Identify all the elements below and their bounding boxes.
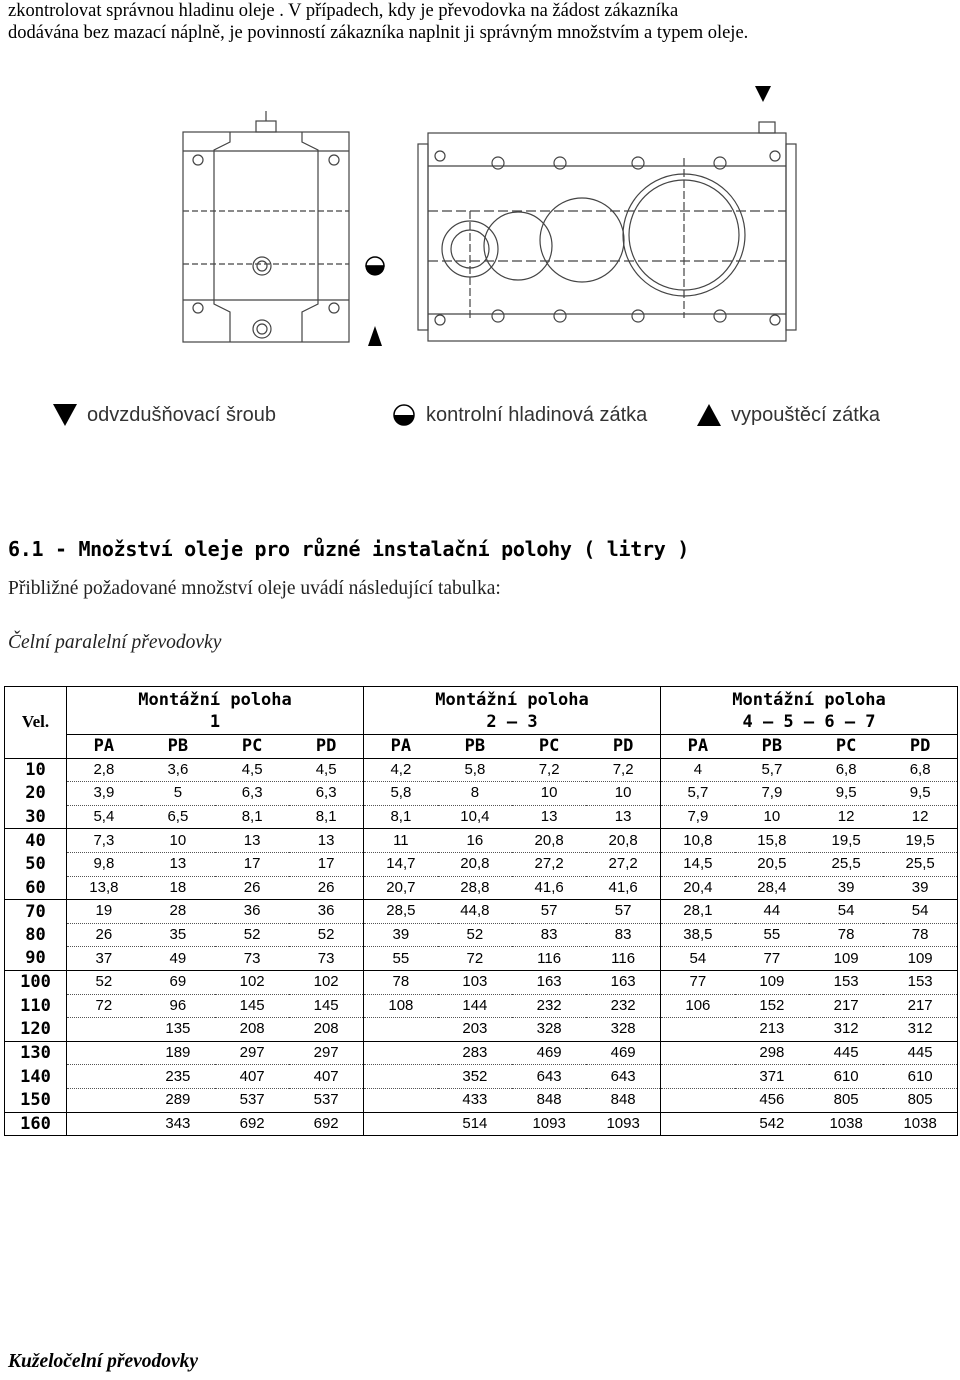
value-cell: 44 [735,900,809,924]
value-cell: 407 [289,1065,363,1089]
value-cell: 643 [512,1065,586,1089]
value-cell: 352 [438,1065,512,1089]
value-cell: 10 [512,782,586,806]
value-cell: 4 [661,758,735,782]
size-cell: 120 [5,1018,67,1042]
value-cell: 208 [289,1018,363,1042]
value-cell: 407 [215,1065,289,1089]
value-cell: 83 [586,923,660,947]
value-cell: 83 [512,923,586,947]
value-cell: 20,5 [735,852,809,876]
side-level-plug-icon [253,257,271,275]
value-cell: 312 [809,1018,883,1042]
value-cell: 13 [512,805,586,829]
value-cell: 6,8 [809,758,883,782]
value-cell: 26 [67,923,141,947]
value-cell: 55 [364,947,438,971]
value-cell: 20,8 [586,829,660,853]
group-2-title: Montážní poloha [435,689,589,710]
value-cell: 54 [661,947,735,971]
value-cell: 10,4 [438,805,512,829]
value-cell: 213 [735,1018,809,1042]
value-cell: 1038 [809,1112,883,1136]
value-cell: 12 [883,805,957,829]
value-cell: 153 [809,970,883,994]
value-cell: 1093 [512,1112,586,1136]
value-cell: 78 [364,970,438,994]
size-cell: 80 [5,923,67,947]
value-cell: 643 [586,1065,660,1089]
value-cell: 15,8 [735,829,809,853]
value-cell: 39 [809,876,883,900]
value-cell: 203 [438,1018,512,1042]
value-cell: 145 [289,994,363,1018]
legend-drain [697,398,880,432]
column-header: PC [512,735,586,759]
table-row [5,923,958,947]
value-cell: 14,7 [364,852,438,876]
value-cell [67,1018,141,1042]
legend-vent-label: odvzdušňovací šroub [87,403,277,426]
column-header: PD [883,735,957,759]
value-cell: 8,1 [215,805,289,829]
value-cell: 103 [438,970,512,994]
value-cell: 96 [141,994,215,1018]
value-cell [364,1041,438,1065]
drain-marker-icon [368,326,382,346]
value-cell: 37 [67,947,141,971]
value-cell: 20,4 [661,876,735,900]
vel-header-spacer [5,735,67,759]
table-row [5,1018,958,1042]
level-marker-icon [366,257,384,266]
value-cell: 17 [215,852,289,876]
value-cell: 6,3 [289,782,363,806]
value-cell: 57 [512,900,586,924]
group-header-3 [661,687,958,735]
value-cell: 5,7 [661,782,735,806]
value-cell: 144 [438,994,512,1018]
value-cell: 18 [141,876,215,900]
value-cell: 77 [661,970,735,994]
value-cell: 28,8 [438,876,512,900]
value-cell: 514 [438,1112,512,1136]
column-header: PB [141,735,215,759]
value-cell: 9,8 [67,852,141,876]
value-cell [364,1088,438,1112]
group-3-title: Montážní poloha [732,689,886,710]
value-cell [67,1088,141,1112]
value-cell: 145 [215,994,289,1018]
value-cell: 20,8 [438,852,512,876]
value-cell: 36 [289,900,363,924]
value-cell: 189 [141,1041,215,1065]
value-cell: 135 [141,1018,215,1042]
value-cell: 16 [438,829,512,853]
column-header: PD [586,735,660,759]
table-row [5,829,958,853]
value-cell [661,1018,735,1042]
value-cell [661,1112,735,1136]
value-cell: 445 [809,1041,883,1065]
column-header: PD [289,735,363,759]
value-cell: 13 [586,805,660,829]
value-cell [364,1065,438,1089]
value-cell: 73 [289,947,363,971]
value-cell: 17 [289,852,363,876]
value-cell [67,1041,141,1065]
value-cell: 232 [586,994,660,1018]
value-cell: 217 [883,994,957,1018]
value-cell: 6,3 [215,782,289,806]
value-cell: 12 [809,805,883,829]
value-cell: 10 [735,805,809,829]
value-cell: 3,9 [67,782,141,806]
size-cell: 30 [5,805,67,829]
half-circle-icon [392,403,416,427]
value-cell: 39 [883,876,957,900]
column-header: PC [215,735,289,759]
intro-line-1: zkontrolovat správnou hladinu oleje . V případech, kdy je převodovka na žádost zákazníka [8,1,679,21]
value-cell: 26 [215,876,289,900]
size-cell: 110 [5,994,67,1018]
value-cell: 456 [735,1088,809,1112]
size-cell: 90 [5,947,67,971]
value-cell: 55 [735,923,809,947]
size-cell: 20 [5,782,67,806]
column-header: PA [661,735,735,759]
value-cell: 13,8 [67,876,141,900]
value-cell: 20,7 [364,876,438,900]
value-cell: 108 [364,994,438,1018]
value-cell: 35 [141,923,215,947]
value-cell [364,1018,438,1042]
value-cell: 109 [883,947,957,971]
table-body [5,758,958,1136]
value-cell: 13 [141,852,215,876]
value-cell [364,1112,438,1136]
legend-vent [53,398,276,432]
vel-header: Vel. [5,687,67,735]
legend-drain-label: vypouštěcí zátka [731,403,880,426]
value-cell: 38,5 [661,923,735,947]
value-cell: 7,9 [661,805,735,829]
table-row [5,758,958,782]
size-cell: 10 [5,758,67,782]
value-cell: 72 [438,947,512,971]
group-2-positions: 2 – 3 [486,711,538,732]
value-cell: 371 [735,1065,809,1089]
value-cell: 283 [438,1041,512,1065]
value-cell: 5,8 [438,758,512,782]
size-cell: 70 [5,900,67,924]
value-cell: 289 [141,1088,215,1112]
value-cell: 77 [735,947,809,971]
value-cell: 433 [438,1088,512,1112]
value-cell: 52 [215,923,289,947]
table-row [5,805,958,829]
group-1-title: Montážní poloha [138,689,292,710]
size-cell: 50 [5,852,67,876]
value-cell: 1093 [586,1112,660,1136]
value-cell: 298 [735,1041,809,1065]
value-cell: 152 [735,994,809,1018]
value-cell: 805 [809,1088,883,1112]
value-cell: 20,8 [512,829,586,853]
value-cell: 8,1 [289,805,363,829]
value-cell [67,1112,141,1136]
footer-subheading: Kuželočelní převodovky [8,1351,199,1372]
value-cell: 297 [289,1041,363,1065]
value-cell: 6,8 [883,758,957,782]
column-header: PB [438,735,512,759]
value-cell: 217 [809,994,883,1018]
value-cell: 9,5 [809,782,883,806]
value-cell: 7,2 [586,758,660,782]
value-cell: 163 [586,970,660,994]
value-cell: 537 [215,1088,289,1112]
table-row [5,852,958,876]
value-cell: 69 [141,970,215,994]
value-cell: 109 [735,970,809,994]
value-cell: 52 [67,970,141,994]
value-cell: 5,4 [67,805,141,829]
value-cell: 36 [215,900,289,924]
value-cell: 19,5 [883,829,957,853]
table-row [5,947,958,971]
table-row [5,900,958,924]
value-cell: 54 [883,900,957,924]
value-cell: 116 [586,947,660,971]
value-cell: 28 [141,900,215,924]
value-cell [661,1088,735,1112]
value-cell: 27,2 [586,852,660,876]
value-cell [661,1041,735,1065]
value-cell: 10 [586,782,660,806]
value-cell: 116 [512,947,586,971]
value-cell: 28,4 [735,876,809,900]
value-cell: 54 [809,900,883,924]
column-header: PB [735,735,809,759]
up-triangle-icon [697,404,721,426]
group-header-1 [67,687,364,735]
value-cell: 848 [512,1088,586,1112]
value-cell: 3,6 [141,758,215,782]
value-cell: 73 [215,947,289,971]
value-cell: 25,5 [883,852,957,876]
value-cell: 208 [215,1018,289,1042]
table-row [5,1041,958,1065]
value-cell: 19 [67,900,141,924]
value-cell: 692 [215,1112,289,1136]
value-cell: 6,5 [141,805,215,829]
oil-quantity-table [4,686,958,1136]
value-cell: 232 [512,994,586,1018]
value-cell: 805 [883,1088,957,1112]
group-1-positions: 1 [209,711,221,732]
down-triangle-icon [53,404,77,426]
value-cell: 328 [512,1018,586,1042]
value-cell: 469 [512,1041,586,1065]
size-cell: 130 [5,1041,67,1065]
table-row [5,1112,958,1136]
value-cell: 610 [809,1065,883,1089]
value-cell: 692 [289,1112,363,1136]
size-cell: 150 [5,1088,67,1112]
value-cell [67,1065,141,1089]
value-cell: 102 [215,970,289,994]
value-cell: 8 [438,782,512,806]
table-row [5,1065,958,1089]
value-cell: 13 [215,829,289,853]
section-heading: 6.1 - Množství oleje pro různé instalační polohy ( litry ) [8,537,689,561]
value-cell: 25,5 [809,852,883,876]
value-cell: 11 [364,829,438,853]
gearbox-technical-drawing [0,78,960,378]
value-cell: 848 [586,1088,660,1112]
value-cell: 28,5 [364,900,438,924]
value-cell: 41,6 [512,876,586,900]
size-cell: 140 [5,1065,67,1089]
group-3-positions: 4 – 5 – 6 – 7 [742,711,876,732]
value-cell: 4,5 [215,758,289,782]
value-cell: 542 [735,1112,809,1136]
value-cell: 7,3 [67,829,141,853]
value-cell: 9,5 [883,782,957,806]
value-cell: 52 [289,923,363,947]
value-cell: 27,2 [512,852,586,876]
value-cell: 1038 [883,1112,957,1136]
value-cell: 297 [215,1041,289,1065]
value-cell: 469 [586,1041,660,1065]
size-cell: 100 [5,970,67,994]
value-cell: 312 [883,1018,957,1042]
value-cell: 52 [438,923,512,947]
gearbox-front-view [418,86,796,341]
column-header: PA [364,735,438,759]
value-cell: 537 [289,1088,363,1112]
value-cell: 57 [586,900,660,924]
value-cell: 102 [289,970,363,994]
value-cell: 610 [883,1065,957,1089]
value-cell: 106 [661,994,735,1018]
size-cell: 60 [5,876,67,900]
value-cell: 39 [364,923,438,947]
table-row [5,970,958,994]
value-cell: 26 [289,876,363,900]
value-cell: 4,5 [289,758,363,782]
vent-marker-icon [755,86,771,102]
value-cell: 328 [586,1018,660,1042]
value-cell: 5 [141,782,215,806]
value-cell: 7,2 [512,758,586,782]
value-cell: 4,2 [364,758,438,782]
value-cell: 44,8 [438,900,512,924]
intro-line-2: dodávána bez mazací náplně, je povinností zákazníka naplnit ji správným množstvím a typem oleje. [8,23,749,43]
value-cell: 19,5 [809,829,883,853]
table-row [5,1088,958,1112]
column-header: PC [809,735,883,759]
table-row [5,782,958,806]
group-header-2 [364,687,661,735]
value-cell: 28,1 [661,900,735,924]
value-cell: 2,8 [67,758,141,782]
value-cell: 343 [141,1112,215,1136]
value-cell: 5,8 [364,782,438,806]
value-cell: 72 [67,994,141,1018]
value-cell: 78 [883,923,957,947]
size-cell: 160 [5,1112,67,1136]
table-row [5,994,958,1018]
side-drain-plug-icon [253,320,271,338]
section-text: Přibližné požadované množství oleje uvádí následující tabulka: [8,578,501,599]
value-cell [661,1065,735,1089]
value-cell: 10,8 [661,829,735,853]
value-cell: 49 [141,947,215,971]
column-header: PA [67,735,141,759]
value-cell: 109 [809,947,883,971]
value-cell: 13 [289,829,363,853]
section-subheading: Čelní paralelní převodovky [8,632,222,653]
value-cell: 5,7 [735,758,809,782]
value-cell: 8,1 [364,805,438,829]
intro-paragraph [8,0,953,44]
value-cell: 10 [141,829,215,853]
value-cell: 153 [883,970,957,994]
size-cell: 40 [5,829,67,853]
gearbox-side-view [183,111,384,346]
value-cell: 163 [512,970,586,994]
value-cell: 445 [883,1041,957,1065]
legend-level-label: kontrolní hladinová zátka [426,403,648,426]
value-cell: 78 [809,923,883,947]
table-row [5,876,958,900]
value-cell: 235 [141,1065,215,1089]
value-cell: 41,6 [586,876,660,900]
column-header-row [5,735,958,759]
legend-level [392,398,647,432]
value-cell: 7,9 [735,782,809,806]
value-cell: 14,5 [661,852,735,876]
